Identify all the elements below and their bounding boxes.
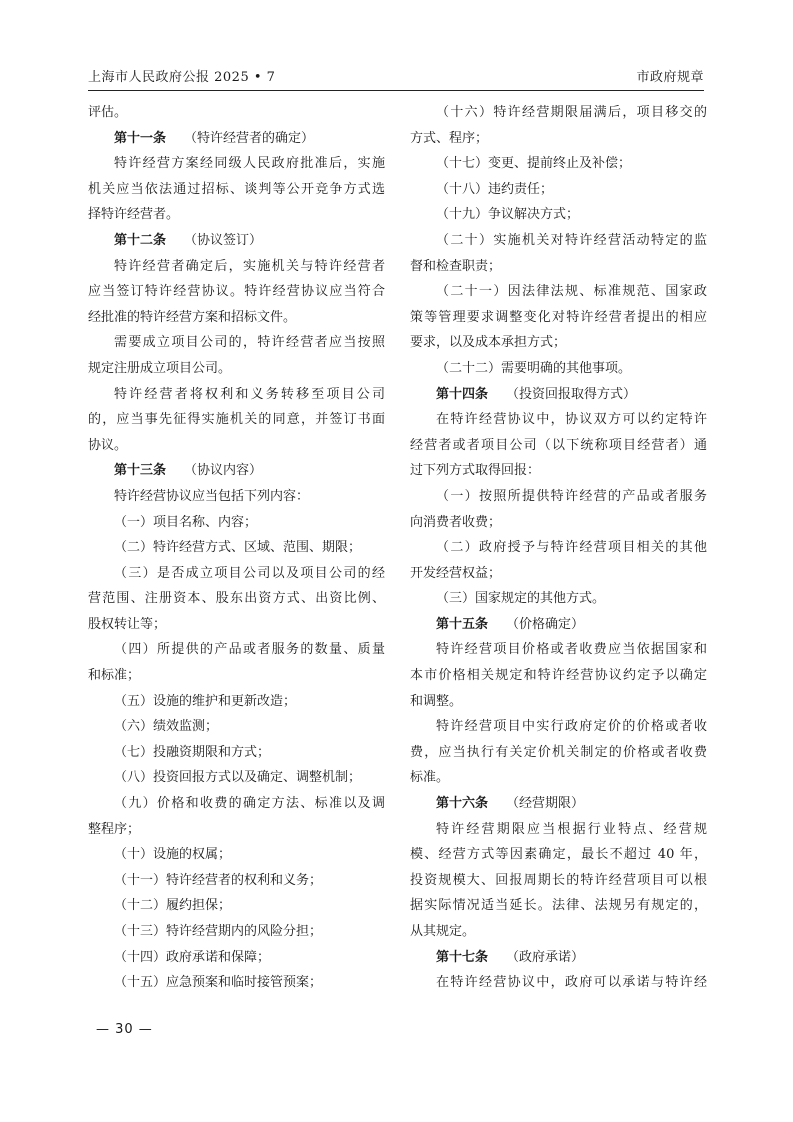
text-line: 的，应当事先征得实施机关的同意，并签订书面 [88, 412, 385, 428]
text-line: （二）特许经营方式、区域、范围、期限； [114, 540, 362, 556]
text-line: 特许经营方案经同级人民政府批准后，实施 [114, 156, 385, 172]
text-line: （二十二）需要明确的其他事项。 [436, 360, 632, 376]
right-column [410, 100, 707, 996]
text-line: 过下列方式取得回报： [410, 463, 541, 479]
article-title: （投资回报取得方式） [506, 386, 637, 402]
text-line: 标准。 [410, 770, 450, 786]
text-line: 本市价格相关规定和特许经营协议约定予以确定 [410, 668, 707, 684]
text-line: （十三）特许经营期内的风险分担； [114, 924, 323, 939]
text-line: 策等管理要求调整变化对特许经营者提出的相应 [410, 309, 707, 325]
article-number: 第十一条 [114, 130, 167, 146]
journal-title: 上海市人民政府公报 2025 • 7 [88, 70, 276, 85]
article-heading [410, 612, 707, 638]
article-number: 第十三条 [114, 463, 167, 479]
text-line: （三）国家规定的其他方式。 [436, 591, 606, 607]
text-line: 和调整。 [410, 693, 463, 709]
text-line: 特许经营者将权利和义务转移至项目公司 [114, 386, 385, 402]
text-line: 股权转让等； [88, 616, 167, 632]
text-line: 评估。 [88, 105, 128, 120]
text-line: 特许经营者确定后，实施机关与特许经营者 [114, 258, 385, 274]
text-line: 协议。 [88, 437, 128, 453]
article-heading [88, 126, 385, 152]
article-number: 第十五条 [436, 616, 489, 632]
text-line: （二十一）因法律法规、标准规范、国家政 [436, 284, 707, 300]
article-title: （协议签订） [184, 232, 263, 248]
text-line: 整程序； [88, 821, 141, 837]
article-title: （特许经营者的确定） [184, 130, 315, 146]
text-line: 费，应当执行有关定价机关制定的价格或者收费 [410, 744, 707, 760]
text-line: （一）按照所提供特许经营的产品或者服务 [436, 488, 707, 504]
text-line: （十七）变更、提前终止及补偿； [436, 156, 632, 172]
article-title: （协议内容） [184, 463, 263, 479]
text-line: 特许经营协议应当包括下列内容： [114, 488, 310, 504]
article-heading [410, 791, 707, 817]
text-line: 在特许经营协议中，协议双方可以约定特许 [436, 412, 707, 428]
left-column [88, 100, 385, 996]
text-line: （七）投融资期限和方式； [114, 744, 271, 760]
text-line: （八）投资回报方式以及确定、调整机制； [114, 770, 362, 786]
text-line: 要求，以及成本承担方式； [410, 335, 567, 351]
text-line: 督和检查职责； [410, 258, 502, 274]
text-line: 需要成立项目公司的，特许经营者应当按照 [114, 335, 385, 351]
text-line: （一）项目名称、内容； [114, 514, 258, 530]
text-line: （十）设施的权属； [114, 847, 232, 863]
text-line: （十六）特许经营期限届满后，项目移交的 [436, 105, 707, 120]
text-line: （十四）政府承诺和保障； [114, 949, 271, 965]
section-title: 市政府规章 [636, 70, 704, 85]
article-number: 第十七条 [436, 949, 489, 965]
text-line: 营范围、注册资本、股东出资方式、出资比例、 [88, 591, 385, 607]
article-heading [88, 458, 385, 484]
text-line: 在特许经营协议中，政府可以承诺与特许经 [436, 975, 707, 991]
article-title: （经营期限） [506, 796, 585, 812]
text-line: 特许经营期限应当根据行业特点、经营规 [436, 821, 707, 837]
text-line: 向消费者收费； [410, 514, 502, 530]
text-line: （四）所提供的产品或者服务的数量、质量 [114, 642, 385, 658]
text-line: （十八）违约责任； [436, 181, 554, 197]
text-line: 模、经营方式等因素确定，最长不超过 40 年， [410, 847, 707, 863]
text-line: （十五）应急预案和临时接管预案； [114, 975, 323, 991]
text-line: 方式、程序； [410, 130, 489, 146]
text-line: （十二）履约担保； [114, 898, 232, 914]
article-number: 第十二条 [114, 232, 167, 248]
text-line: 机关应当依法通过招标、谈判等公开竞争方式选 [88, 181, 385, 197]
text-line: （十一）特许经营者的权利和义务； [114, 872, 323, 888]
text-line: 特许经营项目中实行政府定价的价格或者收 [436, 719, 707, 735]
text-line: 应当签订特许经营协议。特许经营协议应当符合 [88, 284, 385, 300]
text-line: 从其规定。 [410, 924, 476, 939]
header-divider [88, 90, 704, 91]
article-heading [88, 228, 385, 254]
text-line: （三）是否成立项目公司以及项目公司的经 [114, 565, 385, 581]
text-line: （十九）争议解决方式； [436, 207, 580, 223]
article-title: （政府承诺） [506, 949, 585, 965]
page-number: — 30 — [96, 1022, 153, 1037]
article-number: 第十四条 [436, 386, 489, 402]
text-line: 开发经营权益； [410, 565, 502, 581]
text-line: 规定注册成立项目公司。 [88, 360, 232, 376]
text-line: 特许经营项目价格或者收费应当依据国家和 [436, 642, 707, 658]
text-line: 经批准的特许经营方案和招标文件。 [88, 309, 297, 325]
text-line: （九）价格和收费的确定方法、标准以及调 [114, 796, 385, 812]
article-number: 第十六条 [436, 796, 489, 812]
text-line: （六）绩效监测； [114, 719, 219, 735]
article-heading [410, 945, 707, 971]
text-line: 经营者或者项目公司（以下统称项目经营者）通 [410, 437, 707, 453]
article-heading [410, 382, 707, 408]
article-title: （价格确定） [506, 616, 585, 632]
text-line: （五）设施的维护和更新改造； [114, 693, 297, 709]
text-line: 择特许经营者。 [88, 207, 180, 223]
text-line: 投资规模大、回报周期长的特许经营项目可以根 [410, 872, 707, 888]
text-line: （二十）实施机关对特许经营活动特定的监 [436, 232, 707, 248]
text-line: 和标准； [88, 668, 141, 684]
text-line: （二）政府授予与特许经营项目相关的其他 [436, 540, 707, 556]
text-line: 据实际情况适当延长。法律、法规另有规定的， [410, 898, 707, 914]
